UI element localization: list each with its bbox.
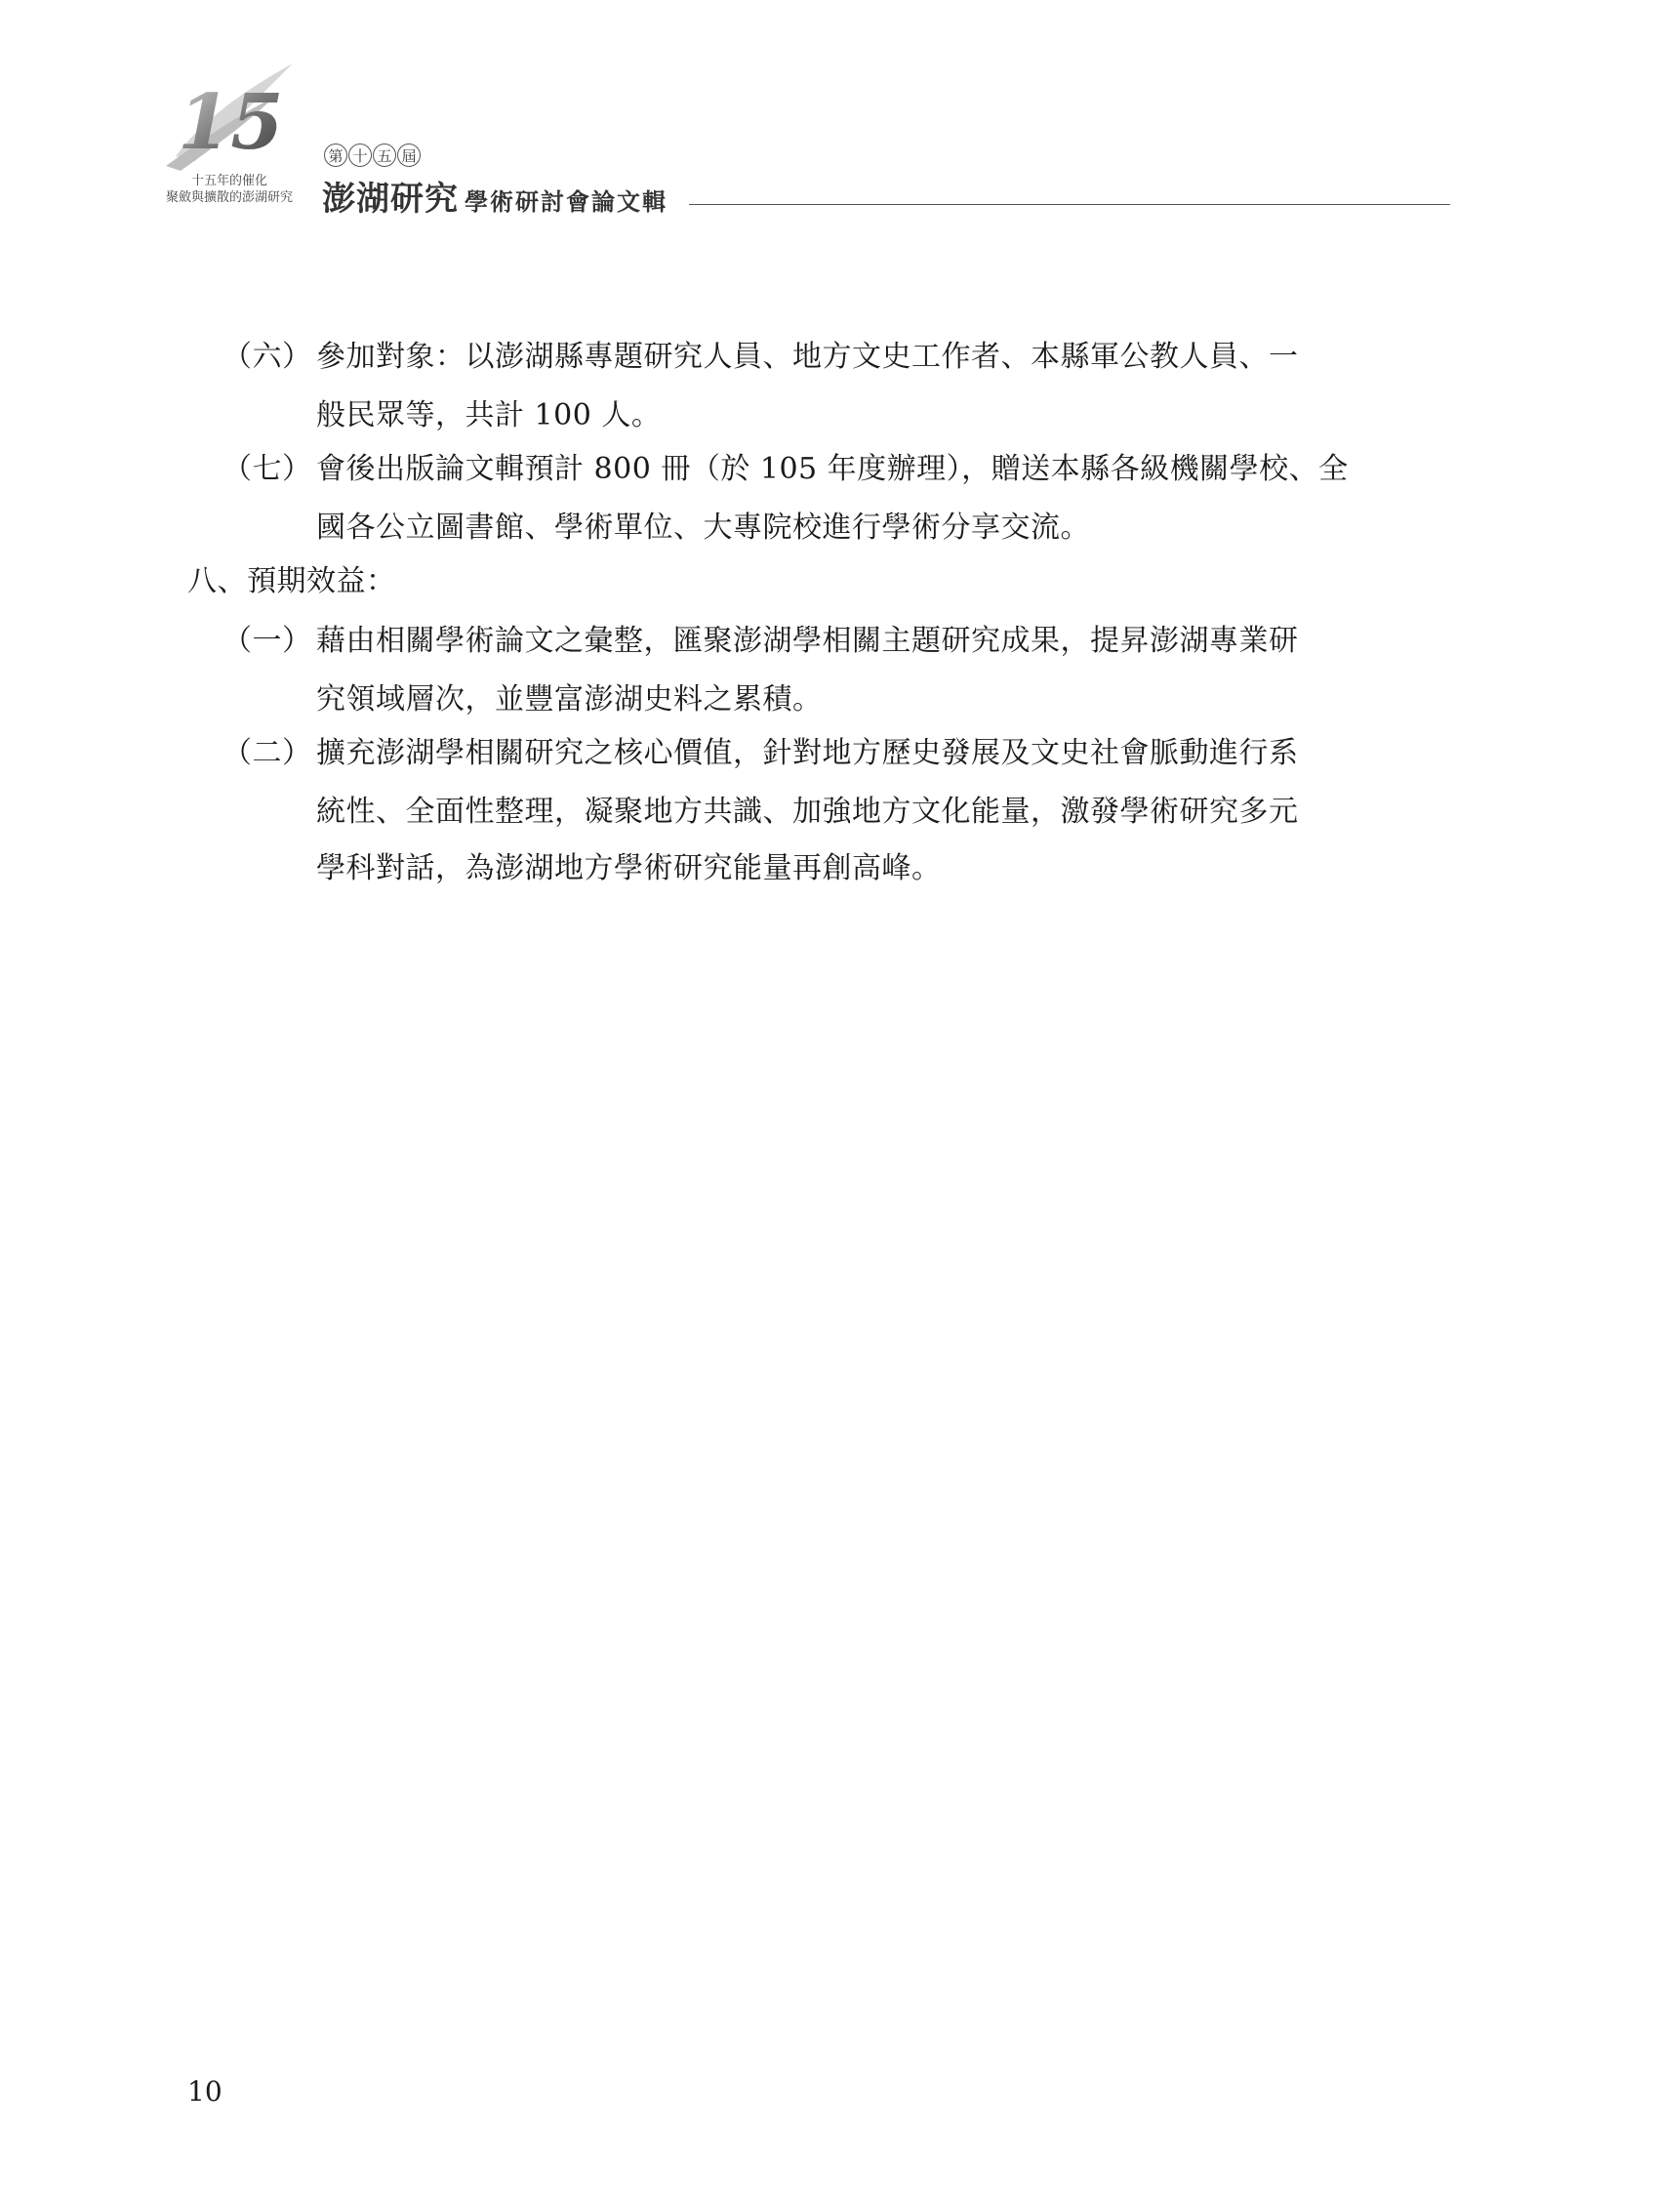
- logo-number: 15: [178, 78, 284, 167]
- edition-char: 五: [373, 143, 396, 167]
- item-marker: （六）: [223, 340, 312, 374]
- paragraph-line: 般民眾等，共計 100 人。: [316, 398, 662, 432]
- header-rule: [689, 204, 1450, 205]
- journal-title-main: 澎湖研究: [322, 180, 459, 219]
- section-heading: 八、預期效益：: [187, 564, 396, 598]
- logo-tagline-2: 聚斂與擴散的澎湖研究: [165, 190, 293, 205]
- journal-title-sub: 學術研討會論文輯: [465, 187, 668, 216]
- edition-char: 十: [348, 143, 372, 167]
- page-number: 10: [187, 2075, 223, 2108]
- item-marker: （二）: [223, 736, 312, 770]
- paragraph-line: 國各公立圖書館、學術單位、大專院校進行學術分享交流。: [316, 511, 1090, 545]
- conference-logo: [156, 59, 303, 215]
- paragraph-line: 參加對象：以澎湖縣專題研究人員、地方文史工作者、本縣軍公教人員、一: [316, 340, 1299, 374]
- logo-tagline-1: 十五年的催化: [190, 174, 267, 188]
- paragraph-line: 擴充澎湖學相關研究之核心價值，針對地方歷史發展及文史社會脈動進行系: [316, 736, 1299, 770]
- paragraph-line: 統性、全面性整理，凝聚地方共識、加強地方文化能量，激發學術研究多元: [316, 795, 1299, 829]
- item-marker: （一）: [223, 624, 312, 658]
- paragraph-line: 學科對話，為澎湖地方學術研究能量再創高峰。: [316, 851, 942, 885]
- edition-char: 第: [324, 143, 347, 167]
- journal-title: [322, 172, 668, 220]
- edition-badge: [324, 143, 421, 167]
- item-marker: （七）: [223, 452, 312, 486]
- logo-15-emblem: [156, 59, 303, 176]
- paragraph-line: 究領域層次，並豐富澎湖史料之累積。: [316, 682, 823, 717]
- paragraph-line: 會後出版論文輯預計 800 冊（於 105 年度辦理），贈送本縣各級機關學校、全: [316, 452, 1349, 486]
- edition-char: 屆: [397, 143, 421, 167]
- paragraph-line: 藉由相關學術論文之彙整，匯聚澎湖學相關主題研究成果，提昇澎湖專業研: [316, 624, 1299, 658]
